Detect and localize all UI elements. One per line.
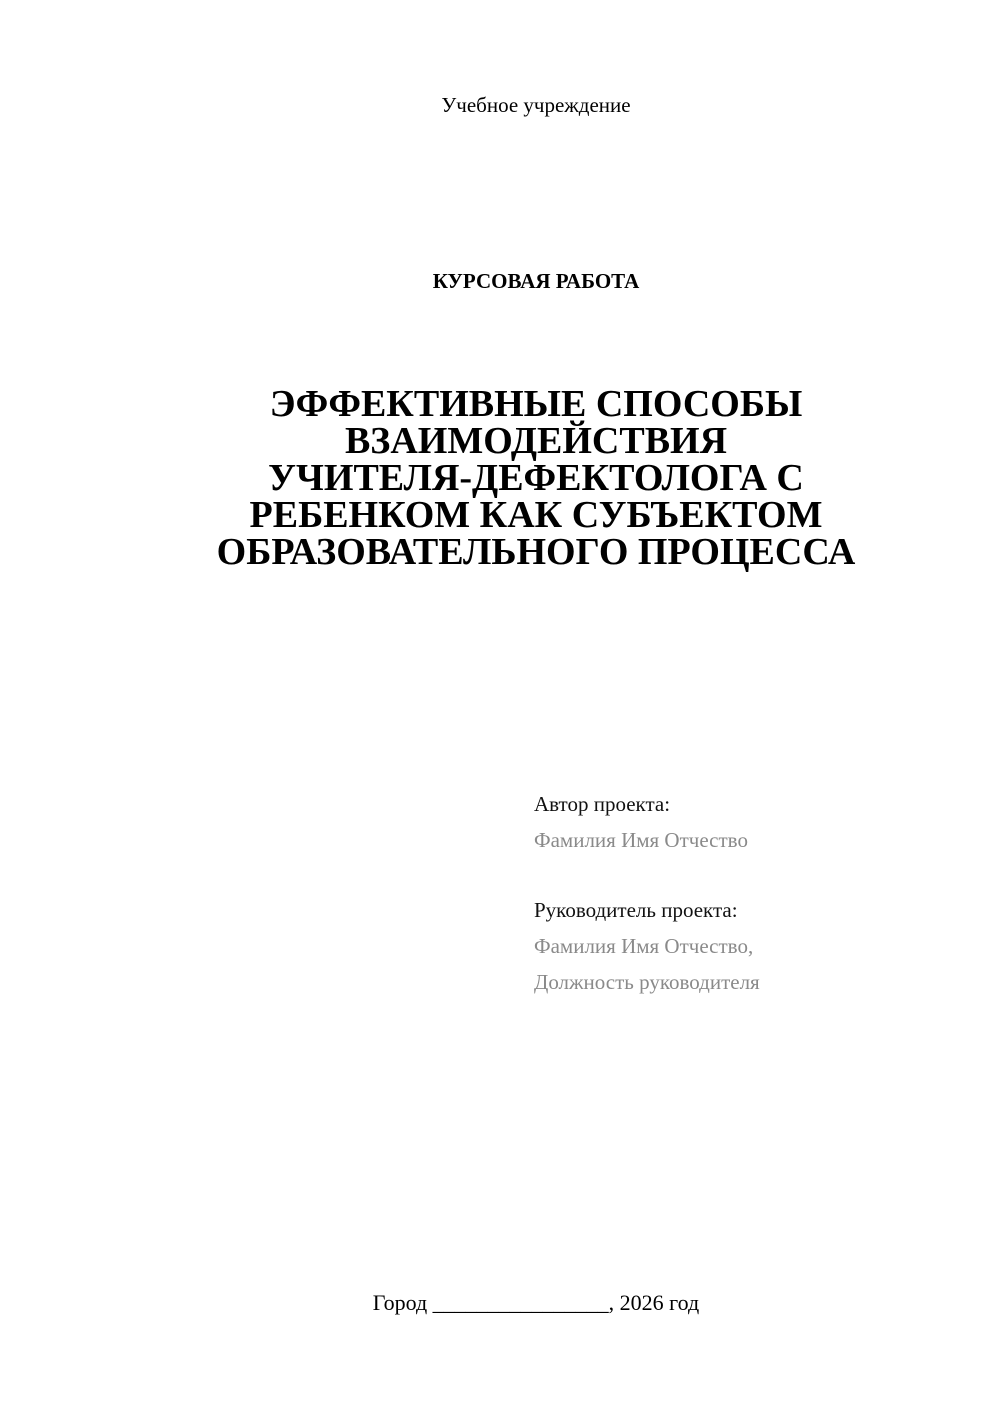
author-block xyxy=(534,786,954,858)
title-line: ЭФФЕКТИВНЫЕ СПОСОБЫ xyxy=(269,383,803,425)
title-line: ОБРАЗОВАТЕЛЬНОГО ПРОЦЕССА xyxy=(216,531,856,573)
institution-name: Учебное учреждение xyxy=(441,93,631,117)
city-year-line xyxy=(0,1288,1000,1318)
title-line: УЧИТЕЛЯ-ДЕФЕКТОЛОГА С xyxy=(268,457,804,499)
supervisor-position: Должность руководителя xyxy=(534,970,760,994)
title-line: ВЗАИМОДЕЙСТВИЯ xyxy=(344,420,728,462)
document-type: КУРСОВАЯ РАБОТА xyxy=(432,269,640,293)
author-name: Фамилия Имя Отчество xyxy=(534,828,748,852)
document-title xyxy=(160,383,912,573)
city-label: Город xyxy=(372,1290,428,1315)
year-text: , 2026 год xyxy=(608,1290,700,1315)
supervisor-name: Фамилия Имя Отчество, xyxy=(534,934,754,958)
title-line: РЕБЕНКОМ КАК СУБЪЕКТОМ xyxy=(249,494,823,536)
supervisor-label: Руководитель проекта: xyxy=(534,898,738,922)
supervisor-block xyxy=(534,892,954,1000)
author-label: Автор проекта: xyxy=(534,792,671,816)
city-blank: ________________ xyxy=(432,1290,609,1315)
